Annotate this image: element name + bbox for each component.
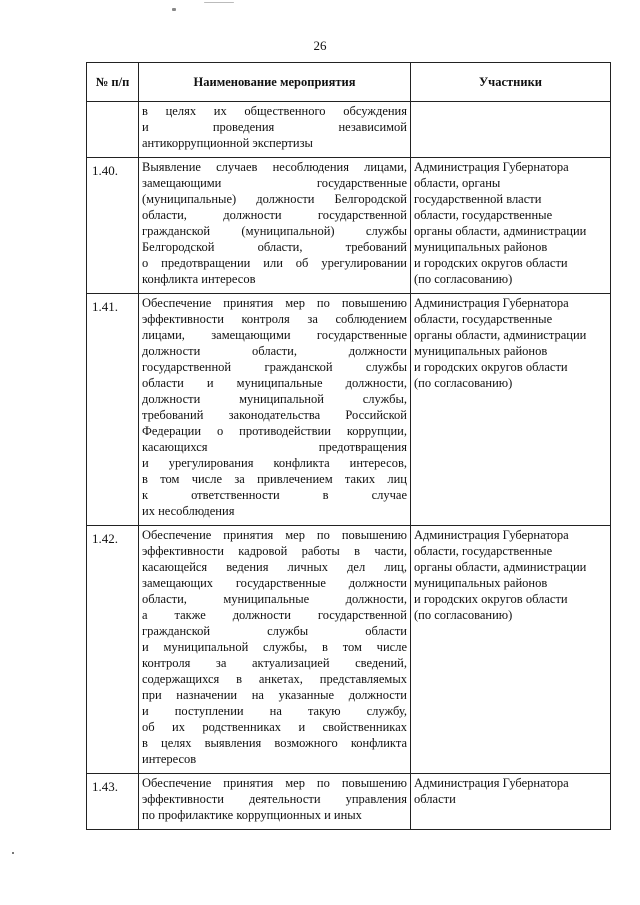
participants-line: (по согласованию) xyxy=(414,272,513,286)
measure-name-line: касающейся ведения личных дел лиц, xyxy=(142,560,407,574)
participants-line: Администрация Губернатора xyxy=(414,528,569,542)
measure-name-line: эффективности деятельности управления xyxy=(142,792,407,806)
participants-line: области xyxy=(414,792,456,806)
measure-name-line: к ответственности в случае xyxy=(142,488,407,502)
measure-name-line: государственной гражданской службы xyxy=(142,360,407,374)
measure-name-line: и урегулирования конфликта интересов, xyxy=(142,456,407,470)
item-number: 1.40. xyxy=(87,158,139,294)
table-row xyxy=(87,294,611,526)
scan-artifact xyxy=(204,2,234,3)
measure-name-line: должности муниципальной службы, xyxy=(142,392,407,406)
measure-name-line: эффективности контроля за соблюдением xyxy=(142,312,407,326)
measure-name-line: в целях их общественного обсуждения xyxy=(142,104,407,118)
measure-name-line: о предотвращении или об урегулировании xyxy=(142,256,407,270)
header-measure-name: Наименование мероприятия xyxy=(139,63,411,102)
measure-name-line: Обеспечение принятия мер по повышению xyxy=(142,296,407,310)
measure-name-line: касающихся предотвращения xyxy=(142,440,407,454)
participants-line: государственной власти xyxy=(414,192,542,206)
measure-name-line: области, должности государственной xyxy=(142,208,407,222)
measure-name-line: замещающих государственные должности xyxy=(142,576,407,590)
measure-name-line: (муниципальные) должности Белгородской xyxy=(142,192,407,206)
table-row xyxy=(87,102,611,158)
item-number: 1.42. xyxy=(87,526,139,774)
page-number: 26 xyxy=(313,38,327,53)
measure-name-line: конфликта интересов xyxy=(142,272,256,286)
measure-name-line: содержащихся в анкетах, представляемых xyxy=(142,672,407,686)
measure-name-line: Обеспечение принятия мер по повышению xyxy=(142,776,407,790)
table-header-row xyxy=(87,63,611,102)
participants-line: области, государственные xyxy=(414,312,553,326)
participants-line: области, государственные xyxy=(414,544,553,558)
measure-name xyxy=(139,774,411,830)
participants-line: области, органы xyxy=(414,176,501,190)
participants xyxy=(411,774,611,830)
measure-name-line: и муниципальной службы, в том числе xyxy=(142,640,407,654)
participants xyxy=(411,102,611,158)
measure-name-line: и проведения независимой xyxy=(142,120,407,134)
measure-name-line: контроля за актуализацией сведений, xyxy=(142,656,407,670)
participants-line: (по согласованию) xyxy=(414,376,513,390)
measure-name-line: а также должности государственной xyxy=(142,608,407,622)
participants-line: органы области, администрации xyxy=(414,328,587,342)
participants-line: муниципальных районов xyxy=(414,344,548,358)
participants-line: и городских округов области xyxy=(414,256,568,270)
measure-name-line: в целях выявления возможного конфликта xyxy=(142,736,407,750)
measure-name-line: требований законодательства Российской xyxy=(142,408,407,422)
table-row xyxy=(87,774,611,830)
item-number xyxy=(87,102,139,158)
measure-name-line: при назначении на указанные должности xyxy=(142,688,407,702)
header-participants: Участники xyxy=(411,63,611,102)
participants-line: органы области, администрации xyxy=(414,224,587,238)
measure-name-line: области, муниципальные должности, xyxy=(142,592,407,606)
measure-name-line: области и муниципальные должности, xyxy=(142,376,407,390)
measure-name-line: замещающими государственные xyxy=(142,176,407,190)
measure-name-line: Обеспечение принятия мер по повышению xyxy=(142,528,407,542)
scan-artifact xyxy=(172,8,176,11)
measure-name-line: эффективности кадровой работы в части, xyxy=(142,544,407,558)
participants xyxy=(411,294,611,526)
participants-line: муниципальных районов xyxy=(414,240,548,254)
participants-line: области, государственные xyxy=(414,208,553,222)
measure-name-line: антикоррупционной экспертизы xyxy=(142,136,313,150)
measure-name xyxy=(139,102,411,158)
measure-name-line: в том числе за привлечением таких лиц xyxy=(142,472,407,486)
table-row xyxy=(87,526,611,774)
measure-name-line: по профилактике коррупционных и иных xyxy=(142,808,362,822)
participants-line: и городских округов области xyxy=(414,592,568,606)
participants-line: муниципальных районов xyxy=(414,576,548,590)
participants-line: Администрация Губернатора xyxy=(414,776,569,790)
participants-line: Администрация Губернатора xyxy=(414,296,569,310)
measures-table xyxy=(86,62,611,830)
header-number: № п/п xyxy=(87,63,139,102)
measure-name-line: и поступлении на такую службу, xyxy=(142,704,407,718)
participants-line: (по согласованию) xyxy=(414,608,513,622)
measure-name-line: Выявление случаев несоблюдения лицами, xyxy=(142,160,407,174)
measure-name-line: лицами, замещающими государственные xyxy=(142,328,407,342)
scan-artifact xyxy=(12,852,14,854)
participants-line: Администрация Губернатора xyxy=(414,160,569,174)
measure-name-line: гражданской службы области xyxy=(142,624,407,638)
participants-line: и городских округов области xyxy=(414,360,568,374)
measure-name-line: Федерации о противодействии коррупции, xyxy=(142,424,407,438)
measure-name xyxy=(139,526,411,774)
measure-name-line: должности области, должности xyxy=(142,344,407,358)
table-row xyxy=(87,158,611,294)
measure-name xyxy=(139,294,411,526)
participants xyxy=(411,526,611,774)
participants xyxy=(411,158,611,294)
measure-name-line: Белгородской области, требований xyxy=(142,240,407,254)
measure-name-line: об их родственниках и свойственниках xyxy=(142,720,407,734)
item-number: 1.41. xyxy=(87,294,139,526)
measure-name xyxy=(139,158,411,294)
participants-line: органы области, администрации xyxy=(414,560,587,574)
measure-name-line: интересов xyxy=(142,752,197,766)
item-number: 1.43. xyxy=(87,774,139,830)
measure-name-line: гражданской (муниципальной) службы xyxy=(142,224,407,238)
measure-name-line: их несоблюдения xyxy=(142,504,235,518)
